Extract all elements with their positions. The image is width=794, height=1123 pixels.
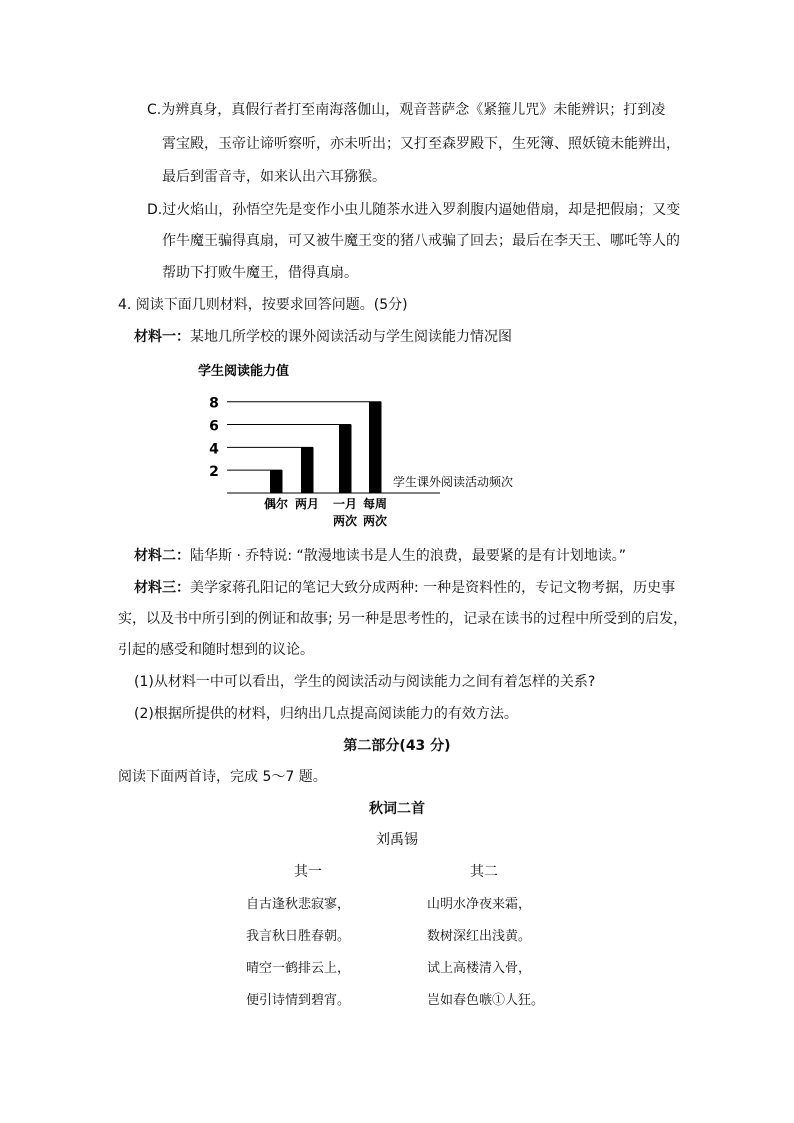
material-3-line-3: 引起的感受和随时想到的议论。 (118, 642, 314, 658)
option-c-line-1: C.为辨真身，真假行者打至南海落伽山，观音菩萨念《紧箍儿咒》未能辨识；打到凌 (147, 102, 666, 118)
chart-bar (270, 470, 282, 493)
chart-bar (339, 425, 351, 493)
material-1 (134, 326, 512, 346)
sub-question-1: (1)从材料一中可以看出，学生的阅读活动与阅读能力之间有着怎样的关系? (134, 674, 596, 690)
material-3-text-1: 美学家蒋孔阳记的笔记大致分成两种: 一种是资料性的，专记文物考据，历史事 (190, 580, 676, 596)
option-d-line-2: 作牛魔王骗得真扇，可又被牛魔王变的猪八戒骗了回去；最后在李天王、哪吒等人的 (162, 233, 680, 249)
poem-title: 秋词二首 (369, 801, 425, 817)
question-4-stem: 4. 阅读下面几则材料，按要求回答问题。(5分) (118, 297, 408, 313)
poem-2-line-4: 岂如春色嗾①人狂。 (427, 993, 545, 1008)
option-d-line-1: D.过火焰山，孙悟空先是变作小虫儿随茶水进入罗刹腹内逼她借扇，却是把假扇；又变 (147, 202, 681, 218)
poem-1-line-2: 我言秋日胜春朝。 (246, 929, 351, 944)
poem-2-line-3: 试上高楼清入骨， (427, 961, 532, 976)
chart-x-tick-label: 每周 (362, 497, 388, 511)
poem-1-line-3: 晴空一鹤排云上， (246, 961, 351, 976)
chart-x-tick-label: 偶尔 (263, 497, 289, 511)
poem-1-heading: 其一 (294, 864, 322, 880)
poem-1-line-4: 便引诗情到碧宵。 (246, 993, 351, 1008)
chart-x-tick-label: 两次 (332, 514, 358, 528)
material-2-label: 材料二： (134, 548, 190, 564)
poem-2-line-2: 数树深红出浅黄。 (427, 929, 532, 944)
sub-question-2: (2)根据所提供的材料，归纳出几点提高阅读能力的有效方法。 (134, 706, 518, 722)
chart-bar (369, 402, 381, 493)
chart-y-tick-label: 8 (209, 395, 219, 412)
chart-x-tick-label: 两月 (294, 497, 320, 511)
option-d-line-3: 帮助下打败牛魔王，借得真扇。 (162, 265, 358, 281)
option-c-line-3: 最后到雷音寺，如来认出六耳猕猴。 (162, 169, 386, 185)
poem-2-heading: 其二 (470, 864, 498, 880)
material-2-text: 陆华斯 · 乔特说: “散漫地读书是人生的浪费，最要紧的是有计划地读。” (190, 548, 627, 564)
material-2 (134, 545, 626, 565)
chart-x-tick-label: 两次 (362, 514, 388, 528)
chart-bar (301, 447, 313, 493)
part-2-instruction: 阅读下面两首诗，完成 5～7 题。 (118, 769, 327, 785)
chart-y-tick-label: 6 (209, 418, 219, 435)
chart-y-tick-label: 4 (209, 441, 219, 458)
chart-y-axis-label: 学生阅读能力值 (198, 364, 290, 379)
reading-ability-chart (190, 356, 530, 531)
poem-1-line-1: 自古逢秋悲寂寥， (246, 897, 351, 912)
option-c-line-2: 霄宝殿，玉帝让谛听察听，亦未听出；又打至森罗殿下，生死簿、照妖镜未能辨出， (162, 136, 680, 152)
poem-author: 刘禹锡 (376, 832, 418, 848)
poem-2-line-1: 山明水净夜来霜， (427, 897, 532, 912)
material-3-label: 材料三： (134, 580, 190, 596)
chart-y-tick-label: 2 (209, 464, 219, 481)
material-1-label: 材料一： (134, 329, 190, 345)
chart-x-tick-label: 一月 (332, 497, 358, 511)
material-3-line-2: 实，以及书中所引到的例证和故事; 另一种是思考性的，记录在读书的过程中所受到的启发， (118, 611, 688, 627)
chart-x-axis-label: 学生课外阅读活动频次 (393, 475, 514, 489)
part-2-title: 第二部分(43 分) (343, 738, 451, 754)
material-1-text: 某地几所学校的课外阅读活动与学生阅读能力情况图 (190, 329, 512, 345)
material-3-line-1 (134, 577, 675, 597)
